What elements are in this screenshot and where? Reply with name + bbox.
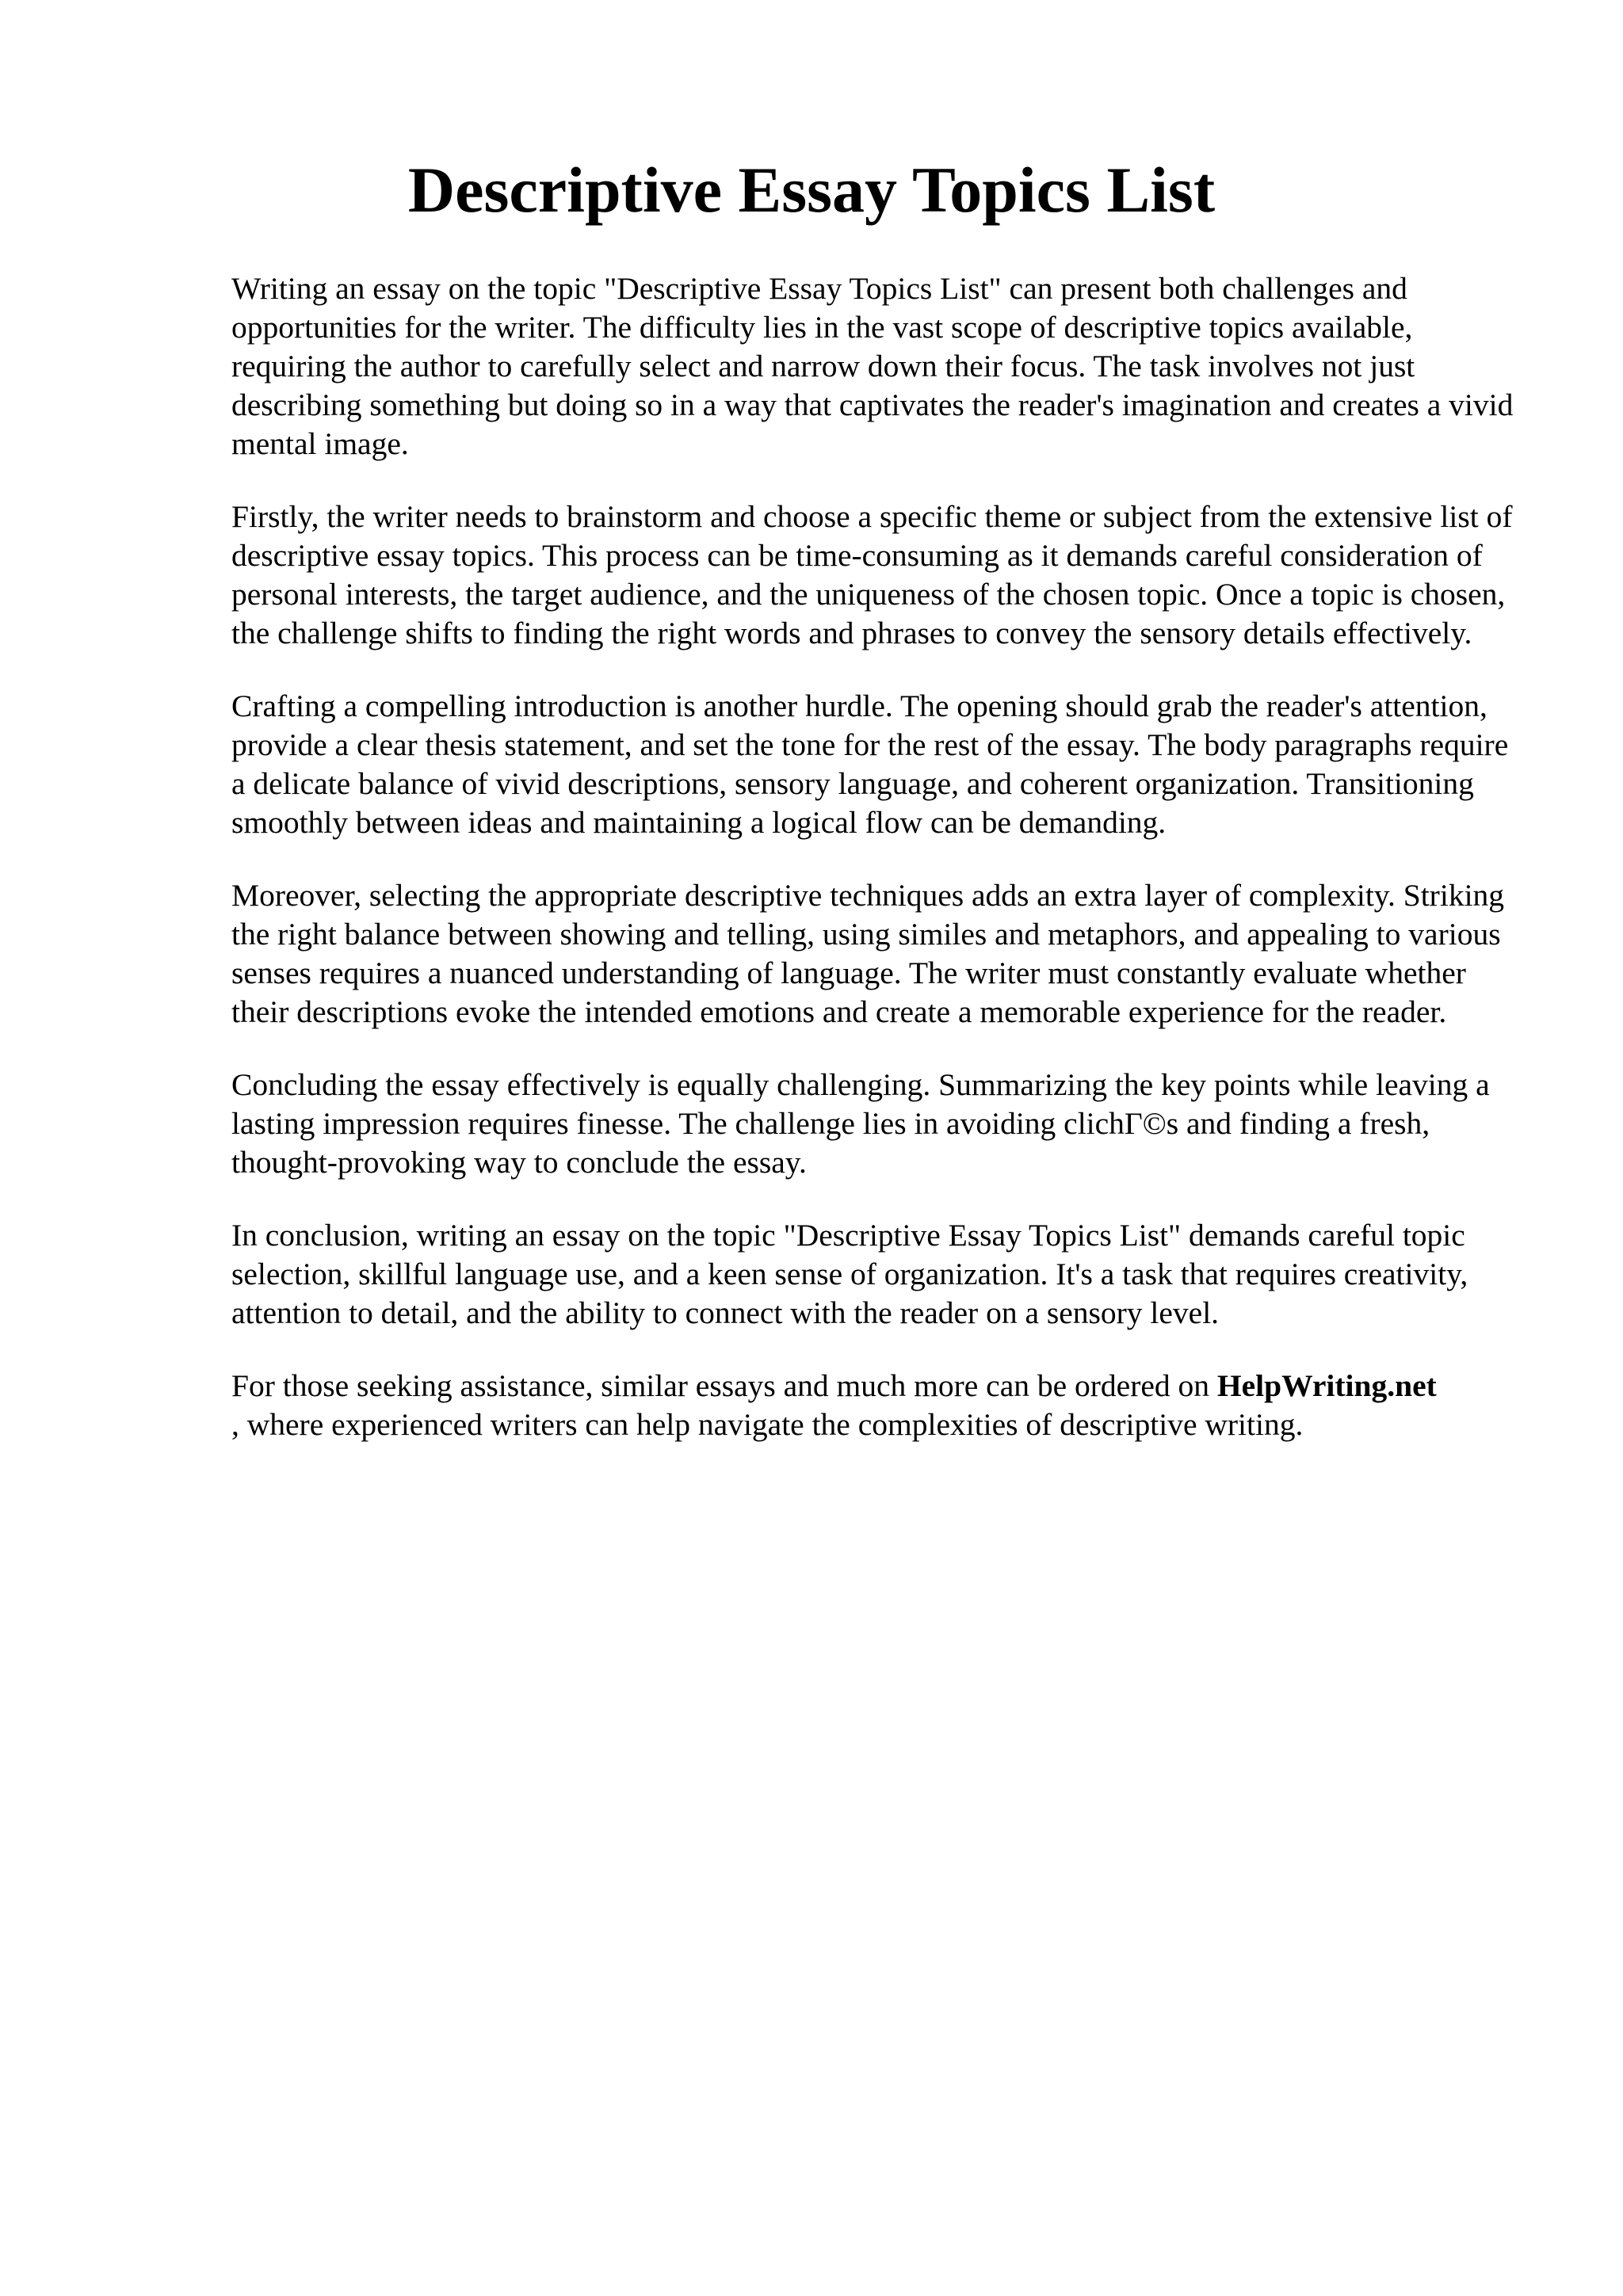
paragraph-intro: Writing an essay on the topic "Descriptive Essay Topics List" can present both challenges and opportunities for the writer. The difficulty lies in the vast scope of descriptive topics available, requiring the author to carefully select and narrow down their focus. The task involves not just describing something but doing so in a way that captivates the reader's imagination and creates a vivid mental image. xyxy=(231,271,1514,461)
closing-text-before: For those seeking assistance, similar essays and much more can be ordered on xyxy=(231,1368,1217,1403)
document-body xyxy=(231,269,1515,1478)
paragraph-concluding: Concluding the essay effectively is equally challenging. Summarizing the key points while leaving a lasting impression requires finesse. The challenge lies in avoiding clichГ©s and finding a fresh, thought-provoking way to conclude the essay. xyxy=(231,1067,1490,1180)
paragraph-conclusion: In conclusion, writing an essay on the topic "Descriptive Essay Topics List" demands careful topic selection, skillful language use, and a keen sense of organization. It's a task that requires creativity, attention to detail, and the ability to connect with the reader on a sensory level. xyxy=(231,1218,1468,1330)
paragraph-introduction: Crafting a compelling introduction is another hurdle. The opening should grab the reader's attention, provide a clear thesis statement, and set the tone for the rest of the essay. The body paragraphs require a delicate balance of vivid descriptions, sensory language, and coherent organization. Transitioning smoothly between ideas and maintaining a logical flow can be demanding. xyxy=(231,688,1509,840)
closing-text-after: , where experienced writers can help navigate the complexities of descriptive writing. xyxy=(231,1407,1304,1442)
helpwriting-link[interactable]: HelpWriting.net xyxy=(1216,1368,1437,1403)
paragraph-brainstorm: Firstly, the writer needs to brainstorm and choose a specific theme or subject from the extensive list of descriptive essay topics. This process can be time-consuming as it demands careful consideration of personal interests, the target audience, and the uniqueness of the chosen topic. Once a topic is chosen, the challenge shifts to finding the right words and phrases to convey the sensory details effectively. xyxy=(231,499,1513,650)
paragraph-closing xyxy=(231,1367,1515,1444)
document-title: Descriptive Essay Topics List xyxy=(407,154,1216,226)
paragraph-techniques: Moreover, selecting the appropriate descriptive techniques adds an extra layer of complexity. Striking the right balance between showing and telling, using similes and metaphors, and appealing to various senses requires a nuanced understanding of language. The writer must constantly evaluate whether their descriptions evoke the intended emotions and create a memorable experience for the reader. xyxy=(231,878,1505,1029)
